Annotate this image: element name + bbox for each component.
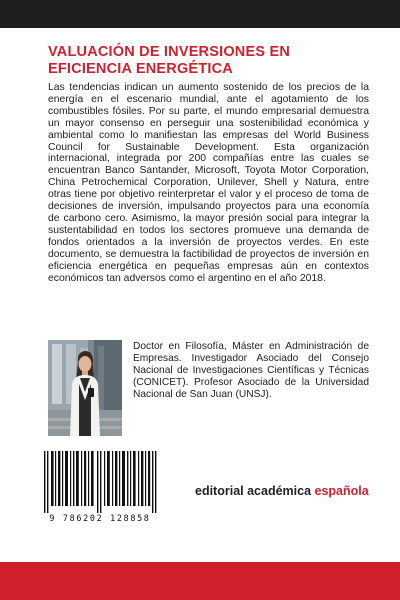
- title-line-1: VALUACIÓN DE INVERSIONES EN: [48, 44, 290, 60]
- barcode-bars: [40, 451, 160, 513]
- publisher-accent: española: [314, 484, 369, 498]
- isbn-digits: 9 786202 128858: [49, 513, 151, 523]
- publisher-main: editorial académica: [195, 484, 315, 498]
- top-dark-band: [0, 0, 400, 28]
- book-title: [48, 44, 368, 78]
- barcode: [40, 451, 160, 526]
- title-line-2: EFICIENCIA ENERGÉTICA: [48, 61, 233, 77]
- publisher-name: [195, 484, 369, 498]
- book-abstract: Las tendencias indican un aumento sostenido de los precios de la energía en el escenario mundial, ante el agotamiento de los combustibles fósiles. Por su parte, el mundo empresarial demuestra un mayor consenso en perseguir una sostenibilidad económica y ambiental como lo manifiestan las empresas del World Business Council for Sustainable Development. Esta organización internacional, integrada por 200 compañías entre las cuales se encuentran Banco Santander, Microsoft, Toyota Motor Corporation, China Petrochemical Corporation, Unilever, Shell y Natura, entre otras tiene por objetivo reinterpretar el valor y el proceso de toma de decisiones de inversión, impulsando proyectos para una economía de carbono cero. Asimismo, la mayor presión social para integrar la sustentabilidad en todos los sectores promueve una demanda de fondos orientados a la inversión de proyectos verdes. En este documento, se demuestra la factibilidad de proyectos de inversión en eficiencia energética en pequeñas empresas aún en contextos económicos tan adversos como el argentino en el año 2018.: [48, 82, 369, 284]
- author-bio: Doctor en Filosofía, Máster en Administración de Empresas. Investigador Asociado del Consejo Nacional de Investigaciones Científicas y Técnicas (CONICET). Profesor Asociado de la Universidad Nacional de San Juan (UNSJ).: [133, 341, 369, 400]
- bottom-red-band: [0, 562, 400, 600]
- author-photo-illustration: [48, 340, 122, 436]
- author-photo: [48, 340, 122, 436]
